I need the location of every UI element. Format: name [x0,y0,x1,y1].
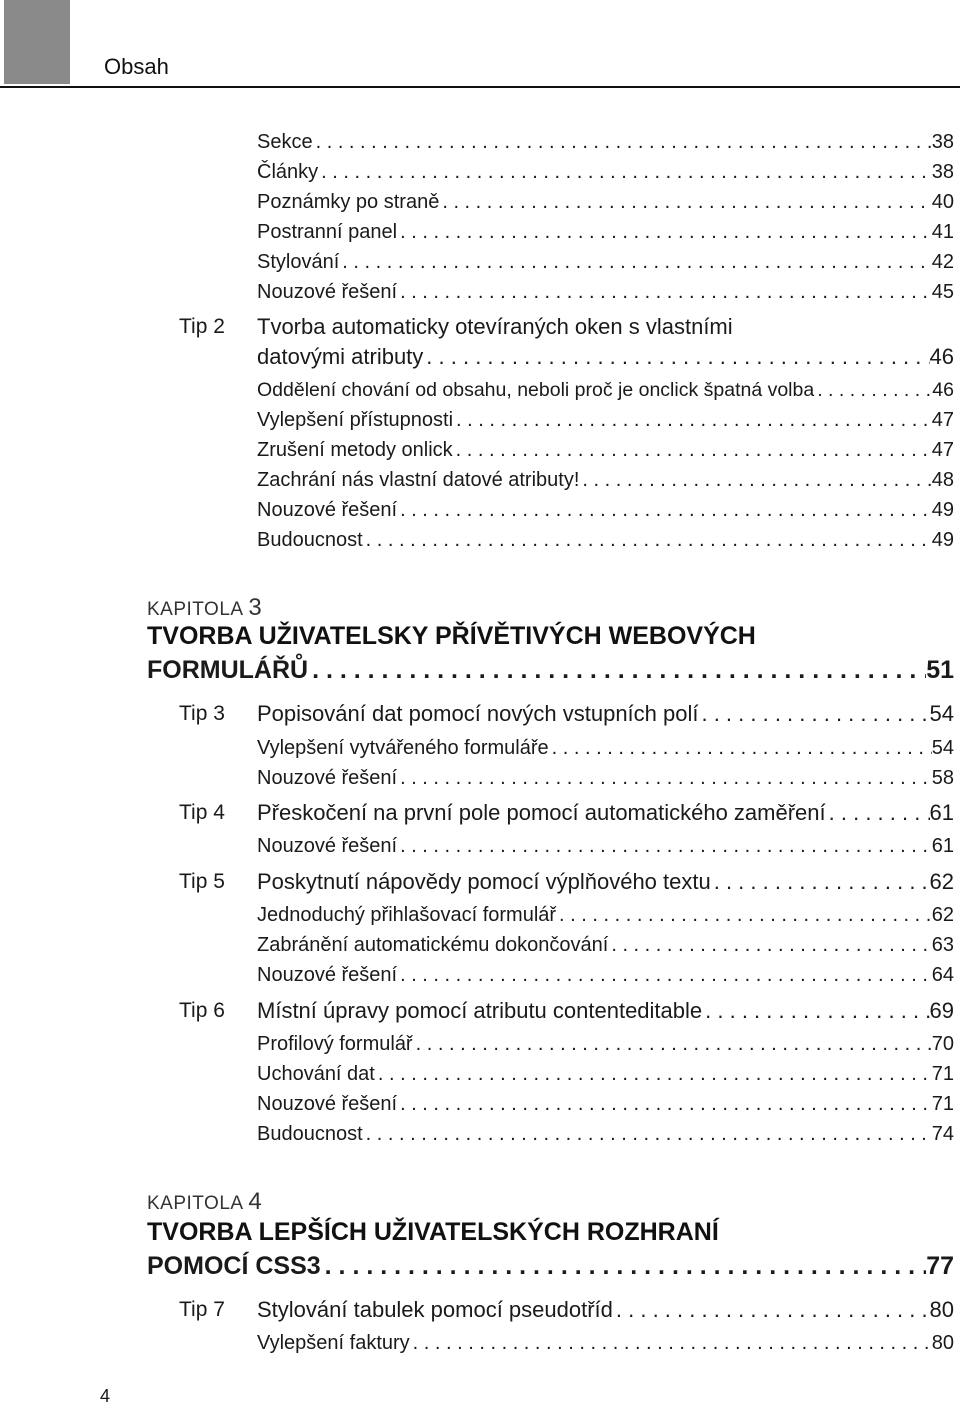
toc-entry-title: Nouzové řešení [257,281,398,303]
chapter-title: TVORBA LEPŠÍCH UŽIVATELSKÝCH ROZHRANÍ [147,1218,719,1246]
toc-entry-title: Zachrání nás vlastní datové atributy! [257,469,580,491]
tip-number: Tip 5 [179,870,225,893]
tip-number: Tip 6 [179,999,225,1022]
dot-leader [308,654,926,686]
toc-entry-page: 46 [929,344,954,369]
dot-leader [318,158,932,186]
tip-title: Stylování tabulek pomocí pseudotříd [257,1297,613,1322]
dot-leader [608,931,931,959]
toc-entry-page: 62 [931,904,954,926]
toc-entry-title: Nouzové řešení [257,499,398,521]
toc-entry-title: Zabránění automatickému dokončování [257,934,609,956]
toc-entry-page: 41 [931,221,954,243]
toc-entry-title: Budoucnost [257,1123,363,1145]
toc-entry-page: 38 [931,131,954,153]
dot-leader [397,832,932,860]
dot-leader [397,1090,932,1118]
page-title: Obsah [104,54,169,79]
toc-entry-page: 80 [931,1332,954,1354]
tip-title: Popisování dat pomocí nových vstupních polí [257,701,699,726]
toc-entry-title: Uchování dat [257,1063,375,1085]
toc-entry[interactable] [0,246,960,276]
toc-entry[interactable] [0,762,960,792]
dot-leader [321,1250,927,1282]
dot-leader [363,526,932,554]
dot-leader [711,868,930,896]
toc-entry-page: 71 [931,1093,954,1115]
toc-entry-title: Postranní panel [257,221,398,243]
dot-leader [814,376,932,404]
toc-entry-page: 62 [929,869,954,894]
toc-entry-title: Nouzové řešení [257,835,398,857]
toc-entry[interactable] [0,1028,960,1058]
chapter-page: 51 [926,656,954,684]
toc-entry[interactable] [0,698,960,728]
page-number: 4 [100,1386,111,1406]
toc-entry[interactable] [0,1088,960,1118]
tip-title: Tvorba automaticky otevíraných oken s vlastními [257,314,733,339]
dot-leader [397,218,932,246]
toc-entry[interactable] [0,434,960,464]
dot-leader [410,1329,932,1357]
toc-entry-page: 47 [931,409,954,431]
dot-leader [363,1120,932,1148]
chapter-label-text: KAPITOLA [147,599,243,620]
toc-entry-title: Sekce [257,131,313,153]
toc-entry-page: 38 [931,161,954,183]
toc-entry[interactable] [0,1294,960,1324]
toc-entry-page: 69 [929,998,954,1023]
toc-entry-page: 46 [932,379,954,401]
dot-leader [698,700,929,728]
dot-leader [702,997,929,1025]
dot-leader [397,496,932,524]
chapter-number: 4 [248,1188,263,1215]
toc-entry[interactable] [0,732,960,762]
toc-entry-title: Stylování [257,251,340,273]
dot-leader [397,278,932,306]
chapter-label [147,1188,262,1216]
chapter-title-continued: FORMULÁŘŮ [147,656,309,684]
toc-entry-page: 64 [931,964,954,986]
toc-entry[interactable] [0,797,960,827]
toc-entry[interactable] [0,1118,960,1148]
toc-entry[interactable] [0,276,960,306]
chapter-page: 77 [926,1252,954,1280]
dot-leader [339,248,931,276]
dot-leader [313,128,932,156]
dot-leader [397,961,932,989]
toc-entry-title: Poznámky po straně [257,191,440,213]
toc-entry-page: 48 [931,469,954,491]
chapter-title: TVORBA UŽIVATELSKY PŘÍVĚTIVÝCH WEBOVÝCH [147,622,756,650]
tip-number: Tip 3 [179,702,225,725]
toc-entry-page: 49 [931,499,954,521]
toc-entry-page: 49 [931,529,954,551]
toc-entry-page: 70 [931,1033,954,1055]
toc-entry[interactable] [0,494,960,524]
tip-heading [0,311,960,341]
toc-entry-title: Nouzové řešení [257,1093,398,1115]
toc-entry[interactable] [0,995,960,1025]
dot-leader [397,764,932,792]
tip-number: Tip 7 [179,1298,225,1321]
toc-entry[interactable] [0,899,960,929]
toc-entry[interactable] [0,126,960,156]
chapter-entry[interactable] [147,1250,954,1282]
toc-entry-title: Vylepšení vytvářeného formuláře [257,737,549,759]
toc-entry-title: Vylepšení přístupnosti [257,409,454,431]
tip-number: Tip 4 [179,801,225,824]
toc-entry-page: 61 [929,800,954,825]
tip-title-continued: datovými atributy [257,344,424,369]
toc-entry-title: Budoucnost [257,529,363,551]
toc-entry[interactable] [0,404,960,434]
toc-entry[interactable] [0,866,960,896]
dot-leader [556,901,932,929]
dot-leader [549,734,932,762]
toc-entry-page: 45 [931,281,954,303]
dot-leader [826,799,930,827]
toc-entry[interactable] [0,929,960,959]
dot-leader [579,466,931,494]
toc-entry-page: 47 [931,439,954,461]
toc-entry[interactable] [0,959,960,989]
chapter-label-text: KAPITOLA [147,1193,243,1214]
toc-entry-title: Články [257,161,319,183]
tip-title: Poskytnutí nápovědy pomocí výplňového textu [257,869,711,894]
dot-leader [413,1030,932,1058]
chapter-entry[interactable] [147,654,954,686]
toc-entry[interactable] [0,341,960,371]
toc-entry-page: 40 [931,191,954,213]
toc-entry[interactable] [0,1058,960,1088]
toc-entry-page: 54 [931,737,954,759]
chapter-label [147,594,262,622]
toc-entry-page: 74 [931,1123,954,1145]
tip-title: Místní úpravy pomocí atributu contenteditable [257,998,703,1023]
toc-entry-title: Nouzové řešení [257,767,398,789]
toc-entry-page: 54 [929,701,954,726]
toc-entry[interactable] [0,1327,960,1357]
toc-entry-title: Zrušení metody onlick [257,439,453,461]
toc-entry-title: Vylepšení faktury [257,1332,410,1354]
toc-entry[interactable] [0,524,960,554]
dot-leader [453,406,932,434]
dot-leader [375,1060,932,1088]
toc-entry-page: 71 [931,1063,954,1085]
toc-entry[interactable] [0,156,960,186]
toc-entry-title: Oddělení chování od obsahu, neboli proč je onclick špatná volba [257,379,815,401]
toc-entry-title: Profilový formulář [257,1033,413,1055]
toc-entry-title: Nouzové řešení [257,964,398,986]
toc-entry[interactable] [0,830,960,860]
toc-entry-page: 42 [931,251,954,273]
toc-entry-page: 58 [931,767,954,789]
toc-entry-page: 63 [931,934,954,956]
toc-entry[interactable] [0,186,960,216]
chapter-title-continued: POMOCÍ CSS3 [147,1252,321,1280]
toc-entry[interactable] [0,374,960,404]
toc-entry-title: Jednoduchý přihlašovací formulář [257,904,557,926]
tip-number: Tip 2 [179,315,225,338]
dot-leader [453,436,932,464]
chapter-number: 3 [248,594,263,621]
toc-entry[interactable] [0,464,960,494]
toc-entry-page: 61 [931,835,954,857]
dot-leader [439,188,931,216]
dot-leader [613,1296,930,1324]
tip-title: Přeskočení na první pole pomocí automatického zaměření [257,800,826,825]
dot-leader [423,343,929,371]
toc-entry-page: 80 [929,1297,954,1322]
toc-entry[interactable] [0,216,960,246]
